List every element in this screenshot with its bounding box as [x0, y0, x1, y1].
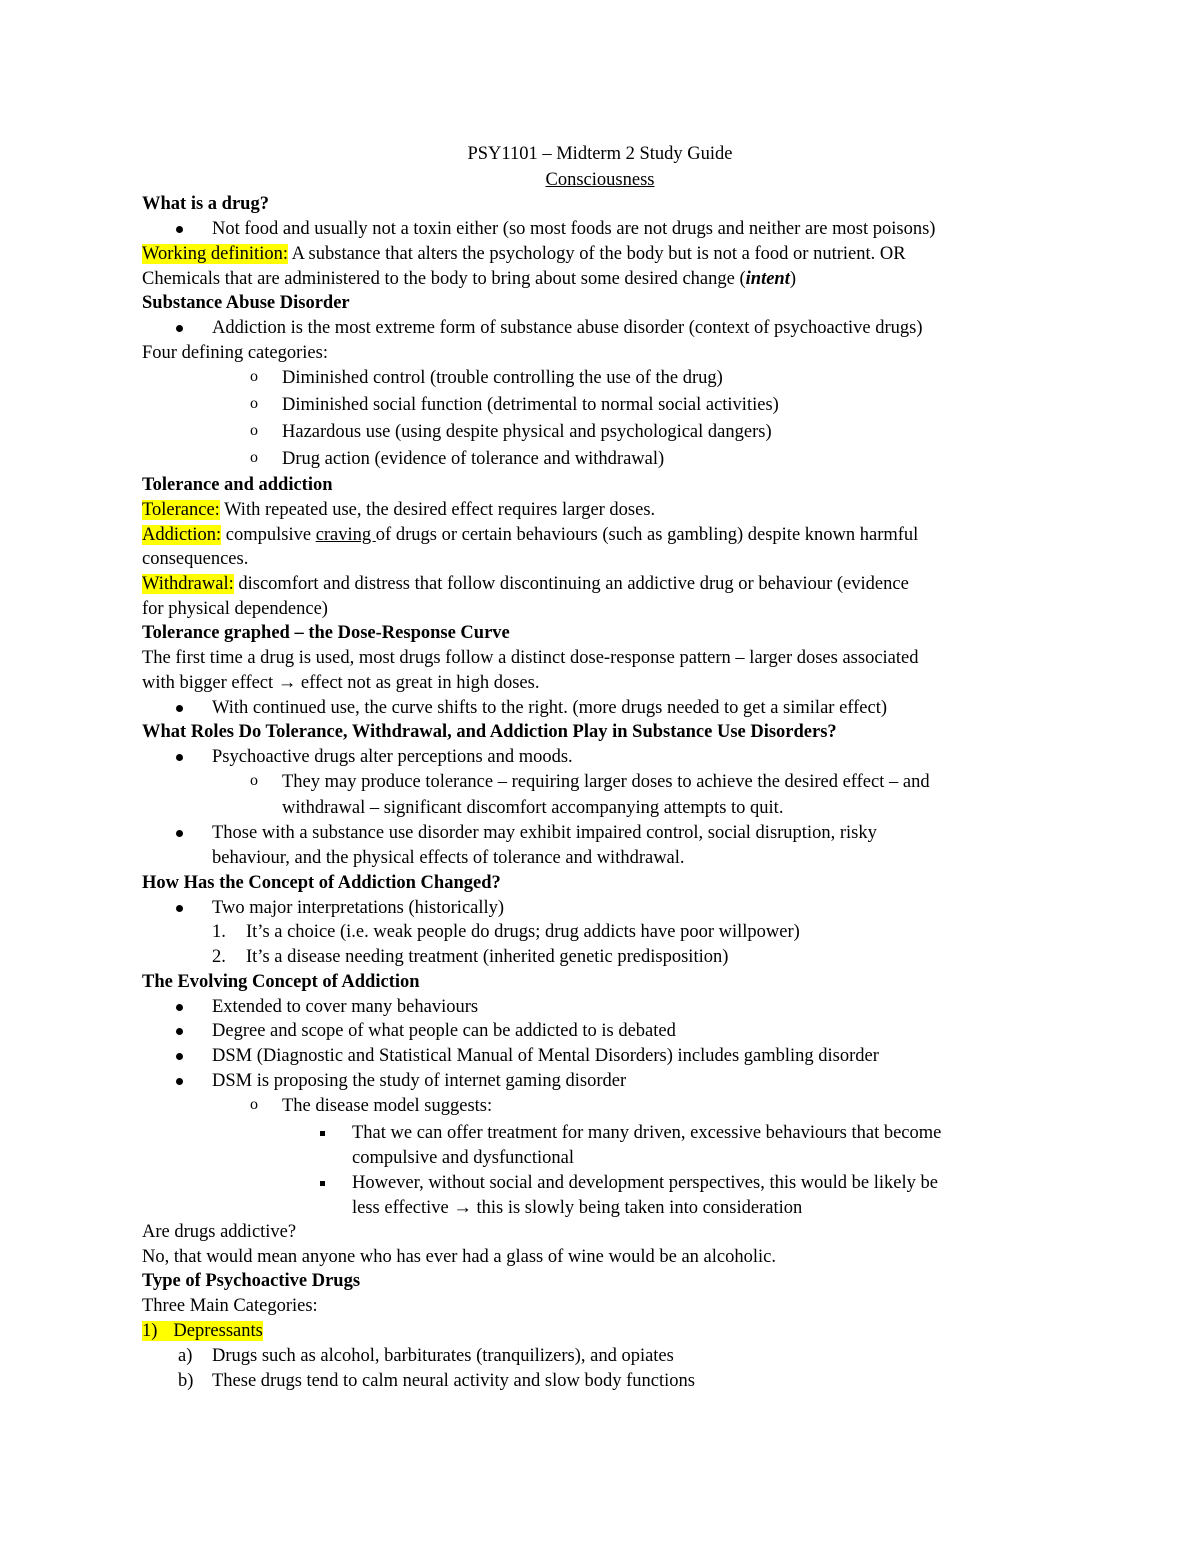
list-item: Extended to cover many behaviours — [212, 997, 479, 1017]
square-bullet-icon — [320, 1181, 325, 1186]
numbered-item-depressants: 1) Depressants — [142, 1321, 263, 1341]
question: Are drugs addictive? — [142, 1222, 297, 1242]
categories-intro: Three Main Categories: — [142, 1296, 318, 1316]
list-item: They may produce tolerance – requiring larger doses to achieve the desired effect – and — [282, 772, 930, 792]
bullet-icon — [176, 705, 183, 712]
tolerance-definition: Tolerance: With repeated use, the desired effect requires larger doses. — [142, 500, 656, 520]
list-item: DSM (Diagnostic and Statistical Manual of Mental Disorders) includes gambling disorder — [212, 1046, 879, 1066]
doc-title: PSY1101 – Midterm 2 Study Guide — [467, 144, 733, 164]
categories-intro: Four defining categories: — [142, 343, 328, 363]
working-definition-cont: Chemicals that are administered to the body to bring about some desired change (intent) — [142, 269, 797, 289]
addiction-definition: Addiction: compulsive craving of drugs or certain behaviours (such as gambling) despite known harmful — [142, 525, 919, 545]
circle-bullet-icon: o — [250, 1096, 258, 1113]
heading-roles: What Roles Do Tolerance, Withdrawal, and Addiction Play in Substance Use Disorders? — [142, 722, 837, 742]
list-item: It’s a disease needing treatment (inherited genetic predisposition) — [246, 947, 729, 967]
circle-bullet-icon: o — [250, 772, 258, 789]
circle-bullet-icon: o — [250, 422, 258, 439]
list-item: Not food and usually not a toxin either (so most foods are not drugs and neither are most poisons) — [212, 219, 936, 239]
list-item: Psychoactive drugs alter perceptions and moods. — [212, 747, 573, 767]
paragraph: The first time a drug is used, most drugs follow a distinct dose-response pattern – larger doses associated — [142, 648, 919, 668]
heading-concept-changed: How Has the Concept of Addiction Changed? — [142, 873, 501, 893]
bullet-icon — [176, 1078, 183, 1085]
list-item: The disease model suggests: — [282, 1096, 493, 1116]
list-item: DSM is proposing the study of internet gaming disorder — [212, 1071, 627, 1091]
bullet-icon — [176, 325, 183, 332]
bullet-icon — [176, 1028, 183, 1035]
list-item: Addiction is the most extreme form of substance abuse disorder (context of psychoactive drugs) — [212, 318, 923, 338]
highlighted-term: Addiction: — [142, 525, 222, 545]
answer: No, that would mean anyone who has ever had a glass of wine would be an alcoholic. — [142, 1247, 776, 1267]
heading-dose-response: Tolerance graphed – the Dose-Response Curve — [142, 623, 510, 643]
working-definition: Working definition: A substance that alters the psychology of the body but is not a food or nutrient. OR — [142, 244, 906, 264]
list-item: With continued use, the curve shifts to the right. (more drugs needed to get a similar effect) — [212, 698, 887, 718]
list-item: Drugs such as alcohol, barbiturates (tranquilizers), and opiates — [212, 1346, 674, 1366]
circle-bullet-icon: o — [250, 395, 258, 412]
list-item: Those with a substance use disorder may exhibit impaired control, social disruption, risky — [212, 823, 877, 843]
highlighted-term: Withdrawal: — [142, 574, 234, 594]
list-item: Degree and scope of what people can be addicted to is debated — [212, 1021, 676, 1041]
list-letter: a) — [178, 1346, 193, 1366]
heading-what-is-a-drug: What is a drug? — [142, 194, 269, 214]
list-item: That we can offer treatment for many driven, excessive behaviours that become — [352, 1123, 942, 1143]
bullet-icon — [176, 905, 183, 912]
bullet-icon — [176, 1004, 183, 1011]
highlighted-term: Working definition: — [142, 244, 288, 264]
list-number: 2. — [212, 947, 226, 967]
bullet-icon — [176, 1053, 183, 1060]
withdrawal-definition: Withdrawal: discomfort and distress that follow discontinuing an addictive drug or behaviour (evidence — [142, 574, 909, 594]
list-item: Diminished control (trouble controlling the use of the drug) — [282, 368, 723, 388]
circle-bullet-icon: o — [250, 368, 258, 385]
document-page: PSY1101 – Midterm 2 Study Guide Consciousness What is a drug? Not food and usually not a toxin either (so most foods are not drugs and neither are most poisons) Working definition: A substance that alters the psychology of the body but is not a food or nutrient. OR Chemicals that are administered to the body to bring about some desired change (intent) Substance Abuse Disorder Addiction is the most extreme form of substance abuse disorder (context of psychoactive drugs) Four defining categories: o Diminished control (trouble controlling the use of the drug) o Diminished social function (detrimental to normal social activities) o Hazardous use (using despite physical and psychological dangers) o Drug action (evidence of tolerance and withdrawal) Tolerance and addiction Tolerance: With repeated use, the desired effect requires larger doses. Addiction: compulsive craving of drugs or certain behaviours (such as gambling) despite known harmful consequences. Withdrawal: discomfort and distress that follow discontinuing an addictive drug or behaviour (evidence for physical dependence) Tolerance graphed – the Dose-Response Curve The first time a drug is used, most drugs follow a distinct dose-response pattern – larger doses associated with bigger effect → effect not as great in high doses. With continued use, the curve shifts to the right. (more drugs needed to get a similar effect) What Roles Do Tolerance, Withdrawal, and Addiction Play in Substance Use Disorders? Psychoactive drugs alter perceptions and moods. o They may produce tolerance – requiring larger doses to achieve the desired effect – and withdrawal – significant discomfort accompanying attempts to quit. Those with a substance use disorder may exhibit impaired control, social disruption, risky behaviour, and the physical effects of tolerance and withdrawal. How Has the Concept of Addiction Changed? Two major interpretations (historically) 1. It’s a choice (i.e. weak people do drugs; drug addicts have poor willpower) 2. It’s a disease needing treatment (inherited genetic predisposition) The Evolving Concept of Addiction Extended to cover many behaviours Degree and scope of what people can be addicted to is debated DSM (Diagnostic and Statistical Manual of Mental Disorders) includes gambling disorder DSM is proposing the study of internet gaming disorder o The disease model suggests: That we can offer treatment for many driven, excessive behaviours that become compulsive and dysfunctional However, without social and development perspectives, this would be likely be less effective → this is slowly being taken into consideration Are drugs addictive? No, that would mean anyone who has ever had a glass of wine would be an alcoholic. Type of Psychoactive Drugs Three Main Categories: 1) Depressants a) Drugs such as alcohol, barbiturates (tranquilizers), and opiates b) These drugs tend to calm neural activity and slow body functions — [0, 0, 1200, 1553]
heading-evolving-concept: The Evolving Concept of Addiction — [142, 972, 420, 992]
list-item: Hazardous use (using despite physical and psychological dangers) — [282, 422, 772, 442]
list-item: Drug action (evidence of tolerance and withdrawal) — [282, 449, 665, 469]
list-item: However, without social and development perspectives, this would be likely be — [352, 1173, 938, 1193]
list-item: These drugs tend to calm neural activity and slow body functions — [212, 1371, 695, 1391]
list-number: 1. — [212, 922, 226, 942]
heading-substance-abuse: Substance Abuse Disorder — [142, 293, 350, 313]
circle-bullet-icon: o — [250, 449, 258, 466]
list-item: It’s a choice (i.e. weak people do drugs; drug addicts have poor willpower) — [246, 922, 800, 942]
bullet-icon — [176, 226, 183, 233]
square-bullet-icon — [320, 1131, 325, 1136]
list-letter: b) — [178, 1371, 194, 1391]
paragraph: with bigger effect → effect not as great in high doses. — [142, 673, 540, 693]
list-item: Diminished social function (detrimental to normal social activities) — [282, 395, 779, 415]
heading-psychoactive-types: Type of Psychoactive Drugs — [142, 1271, 361, 1291]
doc-subtitle: Consciousness — [545, 170, 655, 190]
heading-tolerance-addiction: Tolerance and addiction — [142, 475, 333, 495]
bullet-icon — [176, 830, 183, 837]
bullet-icon — [176, 754, 183, 761]
highlighted-term: Tolerance: — [142, 500, 220, 520]
list-item: Two major interpretations (historically) — [212, 898, 505, 918]
